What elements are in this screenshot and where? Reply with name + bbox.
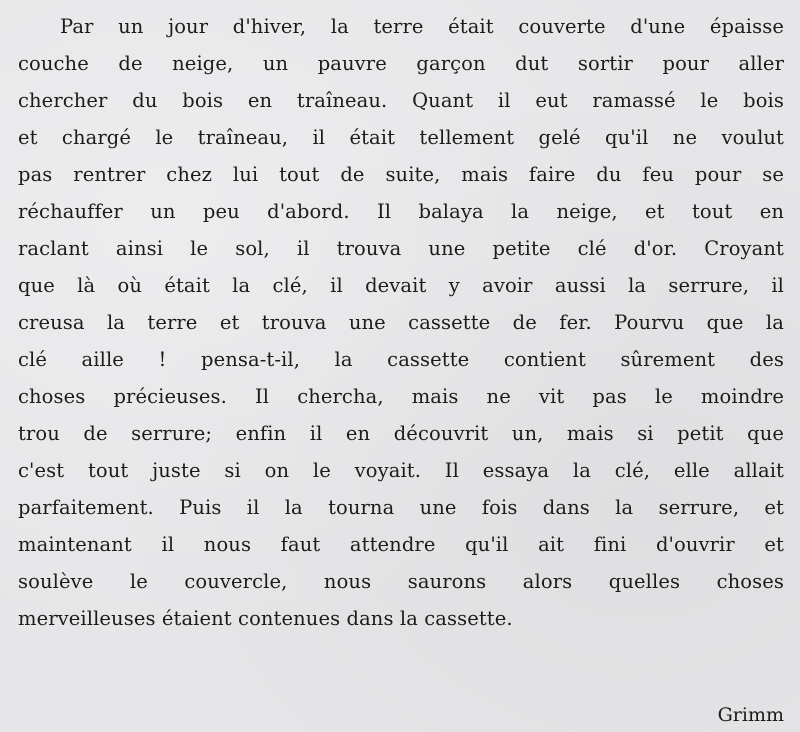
story-line: clé aille ! pensa-t-il, la cassette contient sûrement des: [18, 348, 784, 371]
story-line: maintenant il nous faut attendre qu'il ait fini d'ouvrir et: [18, 533, 784, 556]
story-line: couche de neige, un pauvre garçon dut sortir pour aller: [18, 52, 784, 75]
story-line: parfaitement. Puis il la tourna une fois dans la serrure, et: [18, 496, 784, 519]
story-line: que là où était la clé, il devait y avoir aussi la serrure, il: [18, 274, 784, 297]
story-text: [18, 8, 784, 637]
story-line: pas rentrer chez lui tout de suite, mais faire du feu pour se: [18, 163, 784, 186]
story-line: chercher du bois en traîneau. Quant il eut ramassé le bois: [18, 89, 784, 112]
story-line: creusa la terre et trouva une cassette de fer. Pourvu que la: [18, 311, 784, 334]
story-line: trou de serrure; enfin il en découvrit un, mais si petit que: [18, 422, 784, 445]
author-signature: Grimm: [717, 704, 784, 726]
story-line: choses précieuses. Il chercha, mais ne vit pas le moindre: [18, 385, 784, 408]
story-line: réchauffer un peu d'abord. Il balaya la neige, et tout en: [18, 200, 784, 223]
story-line: Par un jour d'hiver, la terre était couverte d'une épaisse: [60, 15, 784, 38]
story-line: soulève le couvercle, nous saurons alors quelles choses: [18, 570, 784, 593]
story-line: merveilleuses étaient contenues dans la cassette.: [18, 607, 513, 630]
story-line: c'est tout juste si on le voyait. Il essaya la clé, elle allait: [18, 459, 784, 482]
story-line: et chargé le traîneau, il était tellement gelé qu'il ne voulut: [18, 126, 784, 149]
story-line: raclant ainsi le sol, il trouva une petite clé d'or. Croyant: [18, 237, 784, 260]
